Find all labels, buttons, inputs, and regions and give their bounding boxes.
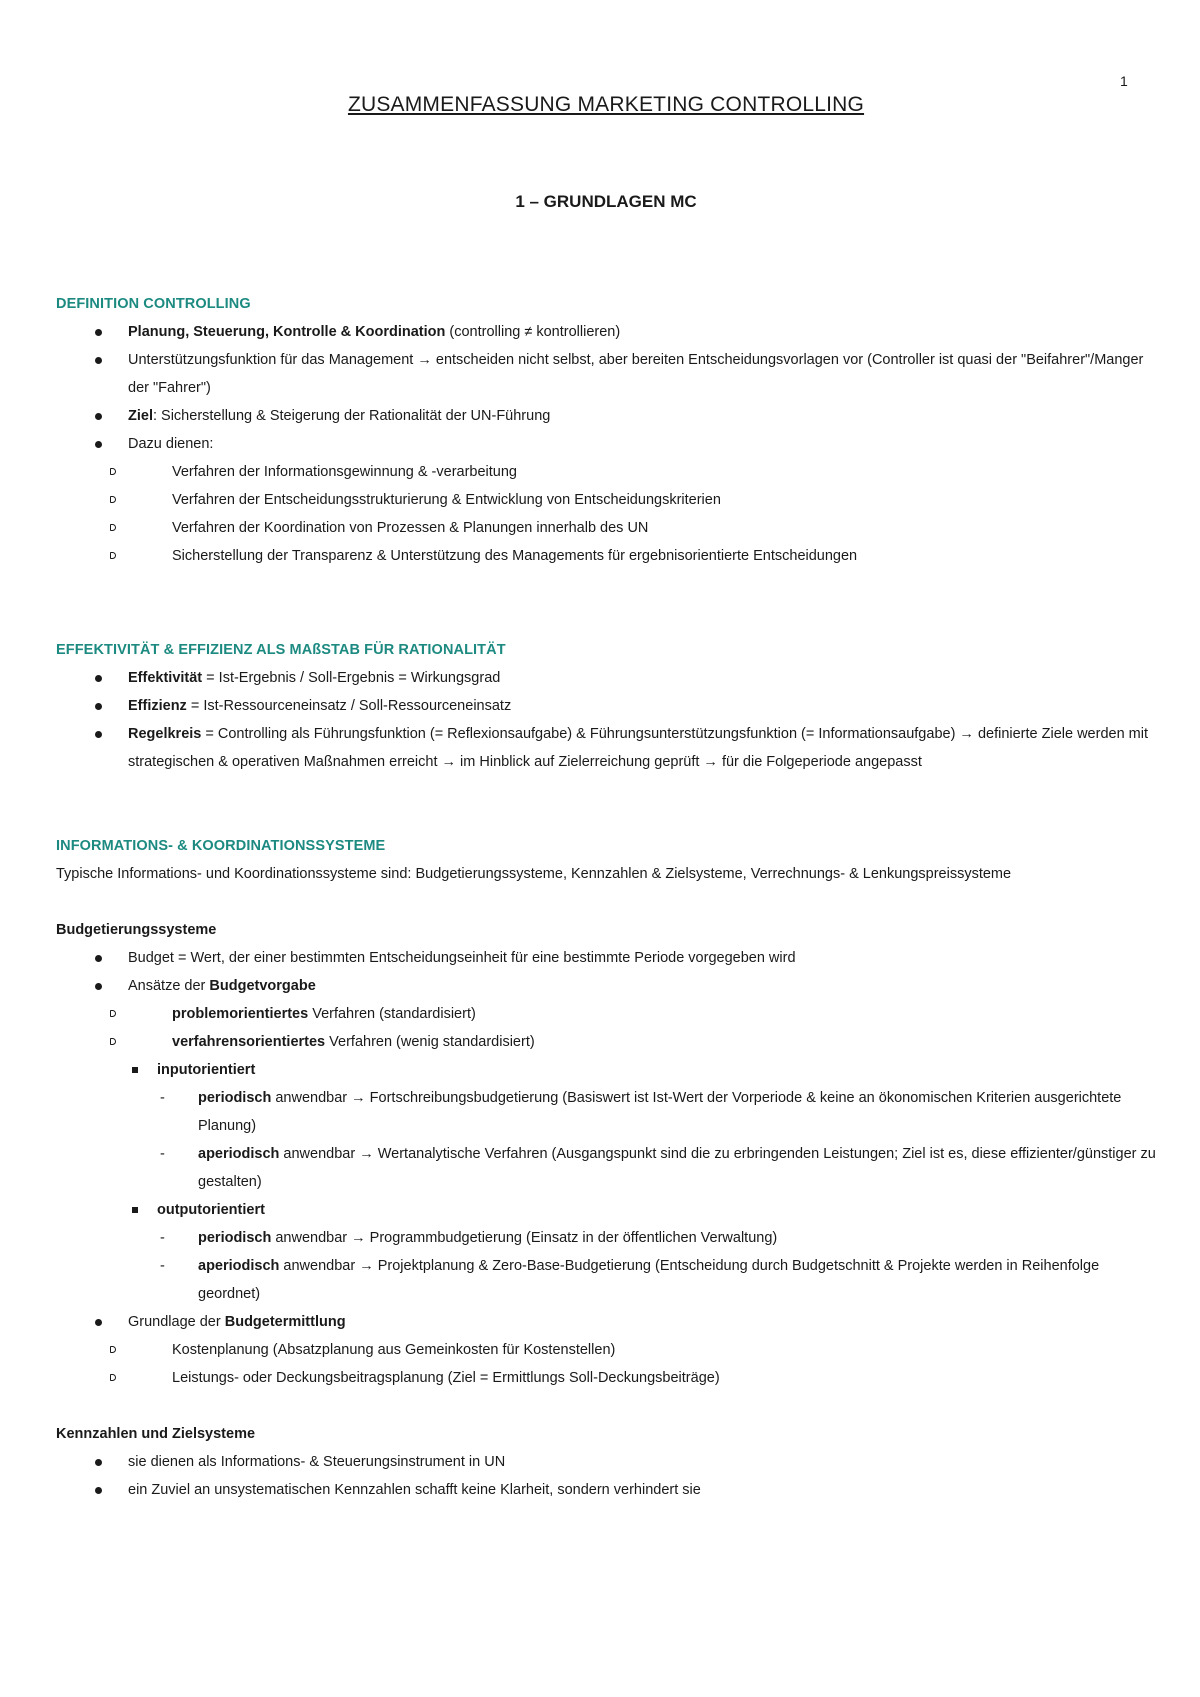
bold-term: periodisch <box>198 1230 272 1246</box>
sub-list-item <box>100 1000 1156 1028</box>
list-item: Budget = Wert, der einer bestimmten Entscheidungseinheit für eine bestimmte Periode vorgegeben wird <box>56 944 1156 972</box>
item-text: Dazu dienen: <box>128 436 214 452</box>
bullet-list <box>56 318 1156 570</box>
sub-list-item: Kostenplanung (Absatzplanung aus Gemeinkosten für Kostenstellen) <box>100 1336 1156 1364</box>
list-item <box>56 692 1156 720</box>
list-item <box>56 664 1156 692</box>
bold-term: problemorientiertes <box>172 1006 309 1022</box>
list-item: ein Zuviel an unsystematischen Kennzahlen schafft keine Klarheit, sondern verhindert sie <box>56 1476 1156 1504</box>
list-item <box>56 1308 1156 1392</box>
sub-list-item: Verfahren der Entscheidungsstrukturierung & Entwicklung von Entscheidungskriterien <box>100 486 1156 514</box>
sub-sub-list <box>157 1056 1156 1308</box>
sub-list-item: Verfahren der Koordination von Prozessen & Planungen innerhalb des UN <box>100 514 1156 542</box>
dash-list-item <box>156 1084 1156 1140</box>
page-number: 1 <box>1120 73 1128 89</box>
bullet-list <box>56 1448 1156 1504</box>
dash-list <box>157 1084 1156 1196</box>
sub-list-item: Sicherstellung der Transparenz & Unterstützung des Managements für ergebnisorientierte Entscheidungen <box>100 542 1156 570</box>
sub-list <box>128 458 1156 570</box>
item-text: anwendbar → Projektplanung & Zero-Base-Budgetierung (Entscheidung durch Budgetschnitt & Projekte werden in Reihenfolge geordnet) <box>198 1258 1100 1302</box>
list-item: sie dienen als Informations- & Steuerungsinstrument in UN <box>56 1448 1156 1476</box>
item-text: = Controlling als Führungsfunktion (= Reflexionsaufgabe) & Führungsunterstützungsfunktion (= Informationsaufgabe) → definierte Ziele werden mit strategischen & operativen Maßnahmen erreicht → im Hinblick auf Zielerreichung geprüft → für die Folgeperiode angepasst <box>128 726 1149 770</box>
sub-list-item: Leistungs- oder Deckungsbeitragsplanung (Ziel = Ermittlungs Soll-Deckungsbeiträge) <box>100 1364 1156 1392</box>
item-text: anwendbar → Programmbudgetierung (Einsatz in der öffentlichen Verwaltung) <box>271 1230 778 1246</box>
bold-term: aperiodisch <box>198 1146 280 1162</box>
section-heading: EFFEKTIVITÄT & EFFIZIENZ ALS MAßSTAB FÜR RATIONALITÄT <box>56 642 506 658</box>
list-item <box>56 720 1156 776</box>
document-title: ZUSAMMENFASSUNG MARKETING CONTROLLING <box>347 93 865 116</box>
chapter-title: 1 – GRUNDLAGEN MC <box>515 192 697 211</box>
subheading-budgetierungssysteme: Budgetierungssysteme <box>56 922 217 938</box>
list-item <box>56 430 1156 570</box>
item-text: Grundlage der <box>128 1314 225 1330</box>
subheading-kennzahlen-zielsysteme: Kennzahlen und Zielsysteme <box>56 1426 256 1442</box>
item-text: = Ist-Ergebnis / Soll-Ergebnis = Wirkungsgrad <box>202 670 501 686</box>
bold-term: Budgetermittlung <box>224 1314 346 1330</box>
sub-sub-list-item <box>129 1056 1156 1196</box>
section-effektivitaet-effizienz <box>56 636 1156 776</box>
bold-term: periodisch <box>198 1090 272 1106</box>
dash-list-item <box>156 1140 1156 1196</box>
dash-list <box>157 1224 1156 1308</box>
bold-term: aperiodisch <box>198 1258 280 1274</box>
list-item <box>56 402 1156 430</box>
list-item <box>56 318 1156 346</box>
item-text: anwendbar → Fortschreibungsbudgetierung (Basiswert ist Ist-Wert der Vorperiode & keine an ökonomischen Kriterien ausgerichtete Planung) <box>198 1090 1122 1134</box>
bold-term: Ziel <box>128 408 153 424</box>
section-informations-koordinationssysteme <box>56 832 1156 1504</box>
item-text: : Sicherstellung & Steigerung der Rationalität der UN-Führung <box>152 408 551 424</box>
sub-sub-list-item <box>129 1196 1156 1308</box>
bold-term: Regelkreis <box>128 726 202 742</box>
item-text: Verfahren (standardisiert) <box>308 1006 476 1022</box>
item-text: Ansätze der <box>128 978 210 994</box>
intro-paragraph: Typische Informations- und Koordinationssysteme sind: Budgetierungssysteme, Kennzahlen & Zielsysteme, Verrechnungs- & Lenkungspreissysteme <box>56 866 1012 882</box>
section-heading: INFORMATIONS- & KOORDINATIONSSYSTEME <box>56 838 386 854</box>
item-text: Verfahren (wenig standardisiert) <box>325 1034 535 1050</box>
sub-list-item <box>100 1028 1156 1308</box>
bullet-list <box>56 664 1156 776</box>
item-text: anwendbar → Wertanalytische Verfahren (Ausgangspunkt sind die zu erbringenden Leistungen; Ziel ist es, diese effizienter/günstiger zu gestalten) <box>198 1146 1156 1190</box>
bold-term: Effizienz <box>128 698 187 714</box>
sub-list <box>128 1000 1156 1308</box>
item-text: (controlling ≠ kontrollieren) <box>445 324 621 340</box>
item-text: = Ist-Ressourceneinsatz / Soll-Ressourceneinsatz <box>186 698 512 714</box>
bold-term: verfahrensorientiertes <box>172 1034 326 1050</box>
section-heading: DEFINITION CONTROLLING <box>56 296 251 312</box>
bullet-list <box>56 944 1156 1392</box>
bold-term: inputorientiert <box>157 1062 256 1078</box>
dash-list-item <box>156 1224 1156 1252</box>
sub-list-item: Verfahren der Informationsgewinnung & -verarbeitung <box>100 458 1156 486</box>
bold-term: outputorientiert <box>157 1202 265 1218</box>
document-body <box>56 290 1156 1504</box>
bold-term: Budgetvorgabe <box>209 978 316 994</box>
sub-list <box>128 1336 1156 1392</box>
list-item <box>56 346 1156 402</box>
item-text: Unterstützungsfunktion für das Management → entscheiden nicht selbst, aber bereiten Entscheidungsvorlagen vor (Controller ist quasi der "Beifahrer"/Manger der "Fahrer") <box>128 352 1144 396</box>
bold-term: Effektivität <box>128 670 203 686</box>
bold-term: Planung, Steuerung, Kontrolle & Koordination <box>128 324 446 340</box>
dash-list-item <box>156 1252 1156 1308</box>
list-item <box>56 972 1156 1308</box>
section-definition-controlling <box>56 290 1156 570</box>
